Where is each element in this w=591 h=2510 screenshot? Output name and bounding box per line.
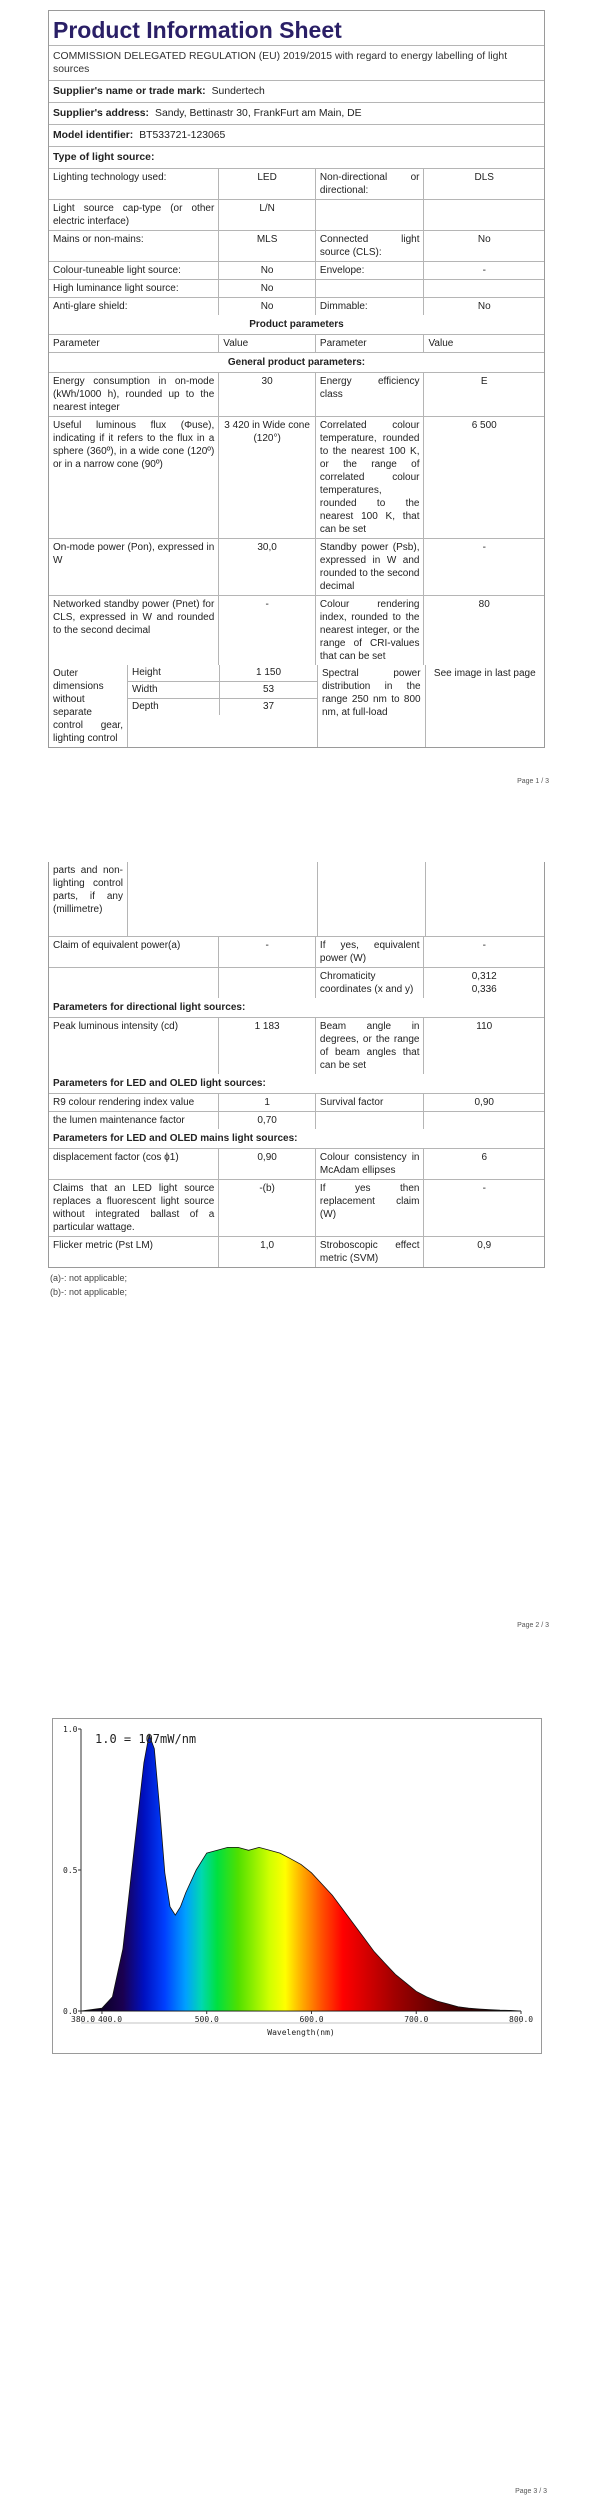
- type-row: [49, 298, 544, 315]
- extra-row: [49, 937, 544, 968]
- extra-value-2: -: [482, 940, 486, 951]
- dimension-name: Depth: [128, 699, 220, 715]
- spectral-label: Spectral power distribution in the range 250 nm to 800 nm, at full-load: [318, 665, 426, 747]
- general-value-2: 80: [478, 599, 490, 610]
- supplier-name-row: [49, 81, 544, 103]
- dimension-name: Height: [128, 665, 220, 681]
- type-label-2: Dimmable:: [316, 298, 425, 315]
- page-title: Product Information Sheet: [49, 11, 544, 46]
- dimension-row: [128, 699, 317, 715]
- general-label-2: Energy efficiency class: [316, 373, 425, 416]
- general-value: 30,0: [219, 539, 316, 595]
- general-value-2: E: [480, 376, 488, 387]
- footnote: (a)-: not applicable;: [50, 1273, 128, 1283]
- page-number: Page 2 / 3: [517, 1622, 549, 1629]
- model-identifier-value: BT533721-123065: [139, 130, 226, 141]
- x-tick-label: 700.0: [404, 2015, 429, 2024]
- dimensions-label: Outer dimensions without separate control gear, lighting control: [49, 665, 128, 747]
- extra-table: [49, 937, 544, 998]
- y-tick-label: 1.0: [63, 1725, 78, 1734]
- type-value-2: -: [482, 265, 486, 276]
- type-value-2: [424, 200, 544, 230]
- general-value: -: [219, 596, 316, 665]
- type-label: High luminance light source:: [49, 280, 219, 297]
- type-table: [49, 169, 544, 315]
- type-label-2: Connected light source (CLS):: [316, 231, 425, 261]
- dimension-value: 53: [262, 684, 275, 695]
- type-value-2: No: [477, 234, 491, 245]
- led-table: [49, 1094, 544, 1129]
- type-value: LED: [219, 169, 316, 199]
- mains-label: Flicker metric (Pst LM): [49, 1237, 219, 1267]
- led-value: 0,70: [219, 1112, 316, 1129]
- mains-label-2: Stroboscopic effect metric (SVM): [316, 1237, 425, 1267]
- general-value: 30: [219, 373, 316, 416]
- supplier-name-value: Sundertech: [211, 86, 265, 97]
- type-row: [49, 280, 544, 298]
- directional-table: [49, 1018, 544, 1074]
- type-label-2: Envelope:: [316, 262, 425, 279]
- y-tick-label: 0.0: [63, 2007, 78, 2016]
- type-row: [49, 262, 544, 280]
- type-value-2: DLS: [474, 172, 494, 183]
- x-tick-label: 800.0: [509, 2015, 534, 2024]
- led-row: [49, 1094, 544, 1112]
- dimensions-values-empty: [128, 862, 317, 936]
- general-label-2: Correlated colour temperature, rounded to the nearest 100 K, or the range of correlated colour temperatures, rounded to the nearest 100 K, that can be set: [316, 417, 425, 538]
- general-row: [49, 373, 544, 417]
- spectral-value-continued: [426, 862, 544, 936]
- extra-value-2: 0,312 0,336: [471, 971, 497, 995]
- extra-label-2: Chromaticity coordinates (x and y): [316, 968, 425, 998]
- extra-label: Claim of equivalent power(a): [49, 937, 219, 967]
- general-table: [49, 373, 544, 665]
- page-2: [48, 862, 549, 1629]
- mains-table: [49, 1149, 544, 1267]
- directional-label: Peak luminous intensity (cd): [49, 1018, 219, 1074]
- mains-value-2: -: [482, 1183, 486, 1194]
- led-label: R9 colour rendering index value: [49, 1094, 219, 1111]
- type-value: MLS: [219, 231, 316, 261]
- type-row: [49, 169, 544, 200]
- mains-row: [49, 1180, 544, 1237]
- dimensions-row: [49, 665, 544, 747]
- extra-row: [49, 968, 544, 998]
- footnotes: [48, 1268, 545, 1299]
- mains-value: 1,0: [219, 1237, 316, 1267]
- dimension-value: 1 150: [255, 667, 282, 678]
- directional-row: [49, 1018, 544, 1074]
- x-tick-label: 400.0: [97, 2015, 123, 2024]
- mains-value-2: 6: [481, 1152, 488, 1163]
- led-value-2: [424, 1112, 544, 1129]
- directional-label-2: Beam angle in degrees, or the range of beam angles that can be set: [316, 1018, 425, 1074]
- spectral-chart: [52, 1718, 542, 2054]
- model-identifier-row: [49, 125, 544, 147]
- spectral-value: See image in last page: [433, 668, 536, 679]
- header-value-2: Value: [428, 338, 454, 349]
- general-value: 3 420 in Wide cone (120°): [219, 417, 316, 538]
- type-label: Anti-glare shield:: [49, 298, 219, 315]
- led-label-2: [316, 1112, 425, 1129]
- general-label: On-mode power (Pon), expressed in W: [49, 539, 219, 595]
- directional-value: 1 183: [219, 1018, 316, 1074]
- type-label: Colour-tuneable light source:: [49, 262, 219, 279]
- footnote: (b)-: not applicable;: [50, 1287, 128, 1297]
- dimensions-label-continued: parts and non-lighting control parts, if any (millimetre): [49, 862, 128, 936]
- x-tick-label: 500.0: [194, 2015, 219, 2024]
- spectrum-area: [81, 1735, 521, 2011]
- header-value: Value: [219, 335, 316, 352]
- mains-row: [49, 1149, 544, 1180]
- page-number: Page 3 / 3: [515, 2488, 547, 2495]
- general-value-2: -: [482, 542, 486, 553]
- type-row: [49, 200, 544, 231]
- supplier-address-row: [49, 103, 544, 125]
- spectral-label-continued: [318, 862, 426, 936]
- type-heading-row: [49, 147, 544, 169]
- general-row: [49, 539, 544, 596]
- extra-label: [49, 968, 219, 998]
- x-tick-label: 600.0: [299, 2015, 324, 2024]
- led-label-2: Survival factor: [316, 1094, 425, 1111]
- info-sheet-continued: [48, 862, 545, 1268]
- supplier-address-value: Sandy, Bettinastr 30, FrankFurt am Main, DE: [155, 108, 362, 119]
- general-label-2: Standby power (Psb), expressed in W and rounded to the second decimal: [316, 539, 425, 595]
- type-value: No: [219, 262, 316, 279]
- mains-value-2: 0,9: [477, 1240, 492, 1251]
- x-axis-label: Wavelength(nm): [267, 2028, 335, 2037]
- directional-value-2: 110: [476, 1021, 493, 1032]
- extra-label-2: If yes, equivalent power (W): [316, 937, 425, 967]
- type-label-2: Non-directional or directional:: [316, 169, 425, 199]
- dimensions-split: [49, 665, 318, 747]
- dimension-row: [128, 682, 317, 699]
- led-value-2: 0,90: [474, 1097, 494, 1108]
- mains-label-2: Colour consistency in McAdam ellipses: [316, 1149, 425, 1179]
- info-sheet: [48, 10, 545, 748]
- supplier-address-label: Supplier's address:: [53, 108, 150, 119]
- type-heading: Type of light source:: [53, 152, 155, 163]
- general-label-2: Colour rendering index, rounded to the nearest integer, or the range of CRI-values that can be set: [316, 596, 425, 665]
- type-label: Lighting technology used:: [49, 169, 219, 199]
- general-label: Networked standby power (Pnet) for CLS, expressed in W and rounded to the second decimal: [49, 596, 219, 665]
- regulation-subtitle: COMMISSION DELEGATED REGULATION (EU) 2019/2015 with regard to energy labelling of light sources: [49, 46, 544, 81]
- dimensions-values: [128, 665, 317, 747]
- chart-annotation: 1.0 = 107mW/nm: [95, 1732, 197, 1746]
- type-value: L/N: [219, 200, 316, 230]
- led-row: [49, 1112, 544, 1129]
- mains-label: displacement factor (cos ϕ1): [49, 1149, 219, 1179]
- mains-value: -(b): [219, 1180, 316, 1236]
- general-parameters-heading: General product parameters:: [49, 353, 544, 373]
- y-tick-label: 0.5: [63, 1866, 78, 1875]
- type-value-2: No: [477, 301, 491, 312]
- led-heading: Parameters for LED and OLED light sources:: [49, 1074, 544, 1094]
- type-label: Light source cap-type (or other electric interface): [49, 200, 219, 230]
- dimension-name: Width: [128, 682, 220, 698]
- type-label-2: [316, 280, 425, 297]
- extra-value: [219, 968, 316, 998]
- directional-heading: Parameters for directional light sources:: [49, 998, 544, 1018]
- led-value: 1: [219, 1094, 316, 1111]
- extra-value: -: [219, 937, 316, 967]
- product-parameters-heading: Product parameters: [49, 315, 544, 335]
- dimensions-split-continued: [49, 862, 318, 936]
- header-row: [49, 335, 544, 353]
- supplier-name-label: Supplier's name or trade mark:: [53, 86, 206, 97]
- general-value-2: 6 500: [471, 420, 497, 431]
- header-parameter: Parameter: [49, 335, 219, 352]
- header-parameter-2: Parameter: [316, 335, 425, 352]
- dimension-row: [128, 665, 317, 682]
- mains-label-2: If yes then replacement claim (W): [316, 1180, 425, 1236]
- type-label-2: [316, 200, 425, 230]
- mains-row: [49, 1237, 544, 1267]
- x-tick-label: 380.0: [71, 2015, 96, 2024]
- dimensions-row-continued: [49, 862, 544, 937]
- general-row: [49, 417, 544, 539]
- type-value: No: [219, 298, 316, 315]
- model-identifier-label: Model identifier:: [53, 130, 134, 141]
- general-row: [49, 596, 544, 665]
- type-value: No: [219, 280, 316, 297]
- type-value-2: [424, 280, 544, 297]
- general-label: Energy consumption in on-mode (kWh/1000 h), rounded up to the nearest integer: [49, 373, 219, 416]
- mains-value: 0,90: [219, 1149, 316, 1179]
- mains-label: Claims that an LED light source replaces a fluorescent light source without integrated ballast of a particular wattage.: [49, 1180, 219, 1236]
- page-number: Page 1 / 3: [517, 778, 549, 785]
- general-label: Useful luminous flux (Φuse), indicating if it refers to the flux in a sphere (360º), in a wide cone (120º) or in a narrow cone (90º): [49, 417, 219, 538]
- page-1: [48, 10, 549, 785]
- mains-heading: Parameters for LED and OLED mains light sources:: [49, 1129, 544, 1149]
- type-label: Mains or non-mains:: [49, 231, 219, 261]
- spectral-chart-svg: [53, 1719, 541, 2053]
- type-row: [49, 231, 544, 262]
- led-label: the lumen maintenance factor: [49, 1112, 219, 1129]
- dimension-value: 37: [262, 701, 275, 712]
